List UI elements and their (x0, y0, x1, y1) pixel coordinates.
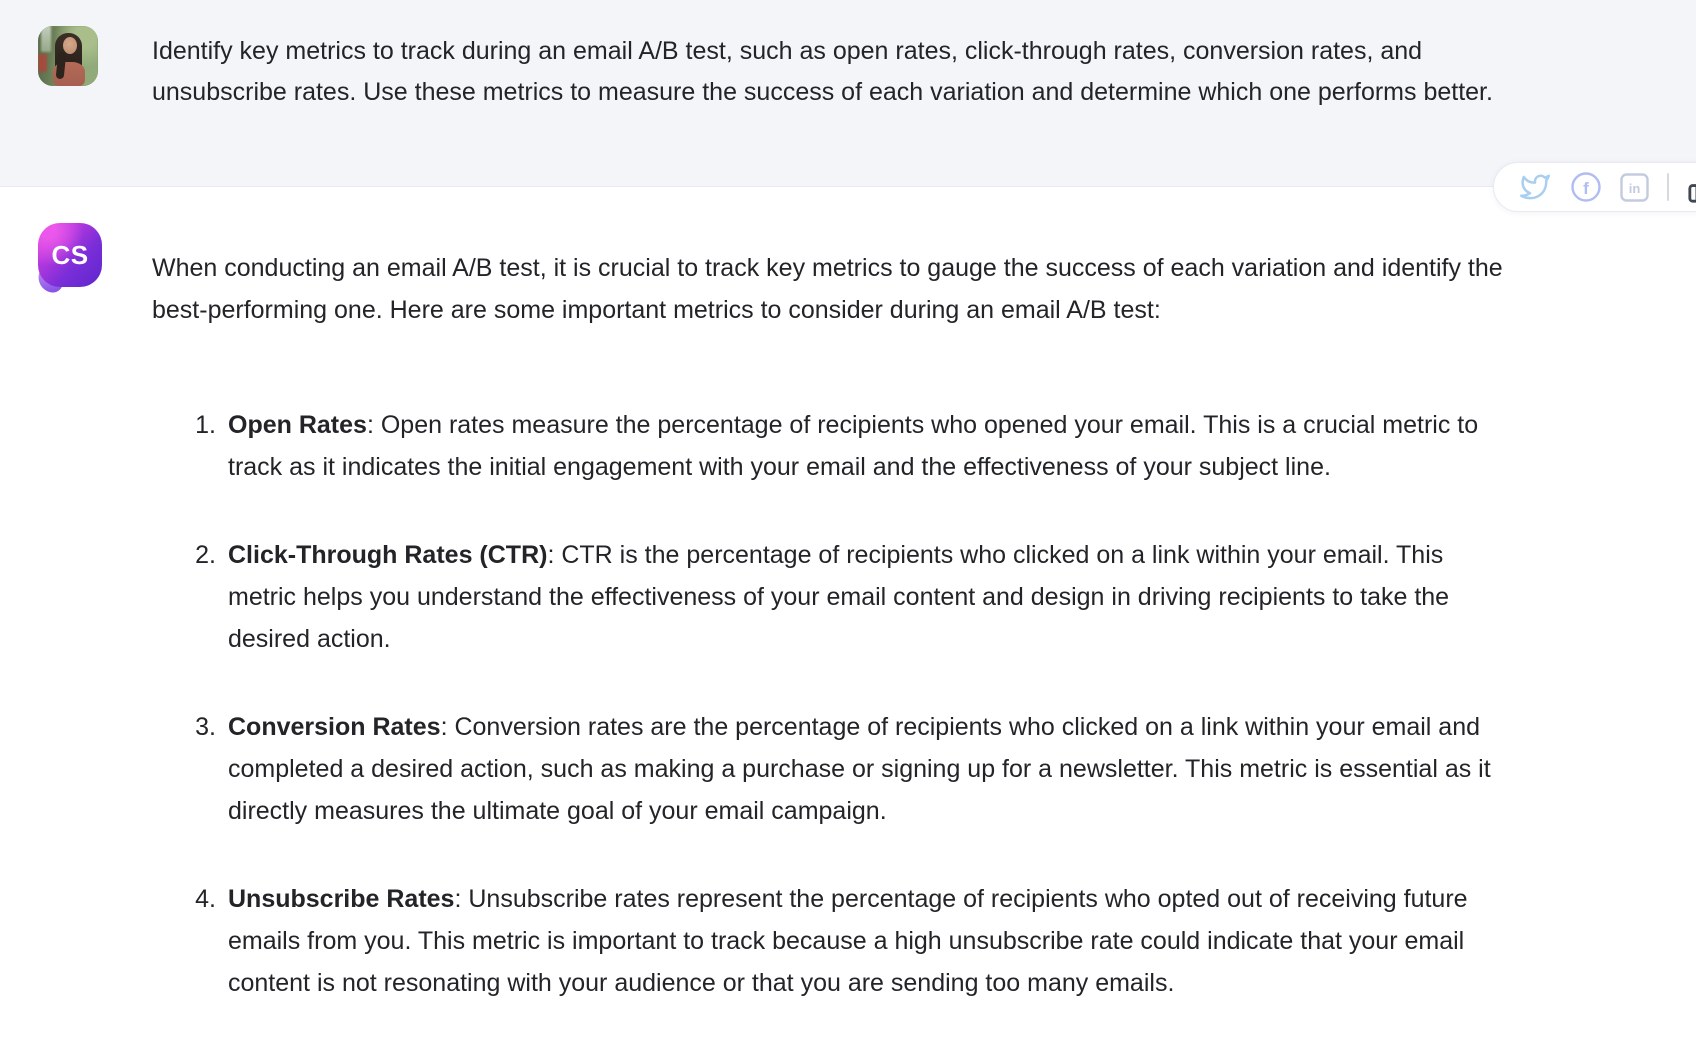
list-item-body: Conversion rates are the percentage of recipients who clicked on a link within your email and completed a desired action, such as making a purchase or signing up for a newsletter. This metric is essential as it directly measures the ultimate goal of your email campaign. (228, 713, 1491, 825)
list-item-body: CTR is the percentage of recipients who clicked on a link within your email. This metric helps you understand the effectiveness of your email content and design in driving recipients to take the desired action. (228, 541, 1450, 653)
list-item-colon: : (366, 411, 374, 439)
list-item-body: Unsubscribe rates represent the percentage of recipients who opted out of receiving future emails from you. This metric is important to track because a high unsubscribe rate could indicate that your email content is not resonating with your audience or that you are sending too many emails. (228, 885, 1468, 997)
list-item-open-rates (152, 404, 1512, 488)
thumbs-up-glyph (1687, 170, 1696, 204)
list-number: 4. (195, 885, 216, 913)
list-item-body: Open rates measure the percentage of recipients who opened your email. This is a crucial metric to track as it indicates the initial engagement with your email and the effectiveness of your subject line. (228, 411, 1479, 481)
list-number: 1. (195, 411, 216, 439)
user-avatar (38, 26, 98, 86)
user-message-row (0, 0, 1696, 187)
user-message-text: Identify key metrics to track during an email A/B test, such as open rates, click-through rates, conversion rates, and unsubscribe rates. Use these metrics to measure the success of each variation and determine which one performs better. (152, 37, 1493, 106)
facebook-circle-glyph (1570, 171, 1602, 203)
list-item-title: Open Rates (228, 411, 367, 439)
twitter-bird-glyph (1518, 172, 1552, 202)
list-item-ctr (152, 534, 1512, 660)
list-item-conversion-rates (152, 706, 1512, 832)
list-number: 3. (195, 713, 216, 741)
assistant-intro-text: When conducting an email A/B test, it is crucial to track key metrics to gauge the success of each variation and identify the best-performing one. Here are some important metrics to consider during an email A/B test: (152, 254, 1503, 324)
avatar-photo-red-detail (38, 54, 47, 72)
chatsonic-logo-badge (38, 223, 102, 287)
twitter-share-icon[interactable] (1518, 172, 1552, 202)
avatar-photo-highlight (41, 26, 51, 52)
thumbs-up-icon[interactable] (1687, 170, 1696, 204)
share-toolbar (1493, 162, 1696, 212)
toolbar-divider (1667, 173, 1669, 201)
metrics-list (152, 404, 1512, 1040)
list-number: 2. (195, 541, 216, 569)
list-item-colon: : (547, 541, 555, 569)
facebook-share-icon[interactable] (1570, 171, 1602, 203)
list-item-unsubscribe-rates (152, 878, 1512, 1004)
avatar-photo-face (63, 37, 77, 54)
chatsonic-logo-text: CS (51, 239, 89, 270)
list-item-title: Click-Through Rates (CTR) (228, 541, 548, 569)
svg-text:f: f (1583, 179, 1589, 198)
svg-text:in: in (1628, 180, 1641, 196)
list-item-title: Unsubscribe Rates (228, 885, 455, 913)
linkedin-square-glyph (1620, 173, 1649, 202)
list-item-colon: : (440, 713, 448, 741)
list-item-title: Conversion Rates (228, 713, 441, 741)
list-item-colon: : (454, 885, 462, 913)
chatsonic-logo (38, 223, 102, 287)
linkedin-share-icon[interactable] (1620, 173, 1649, 202)
